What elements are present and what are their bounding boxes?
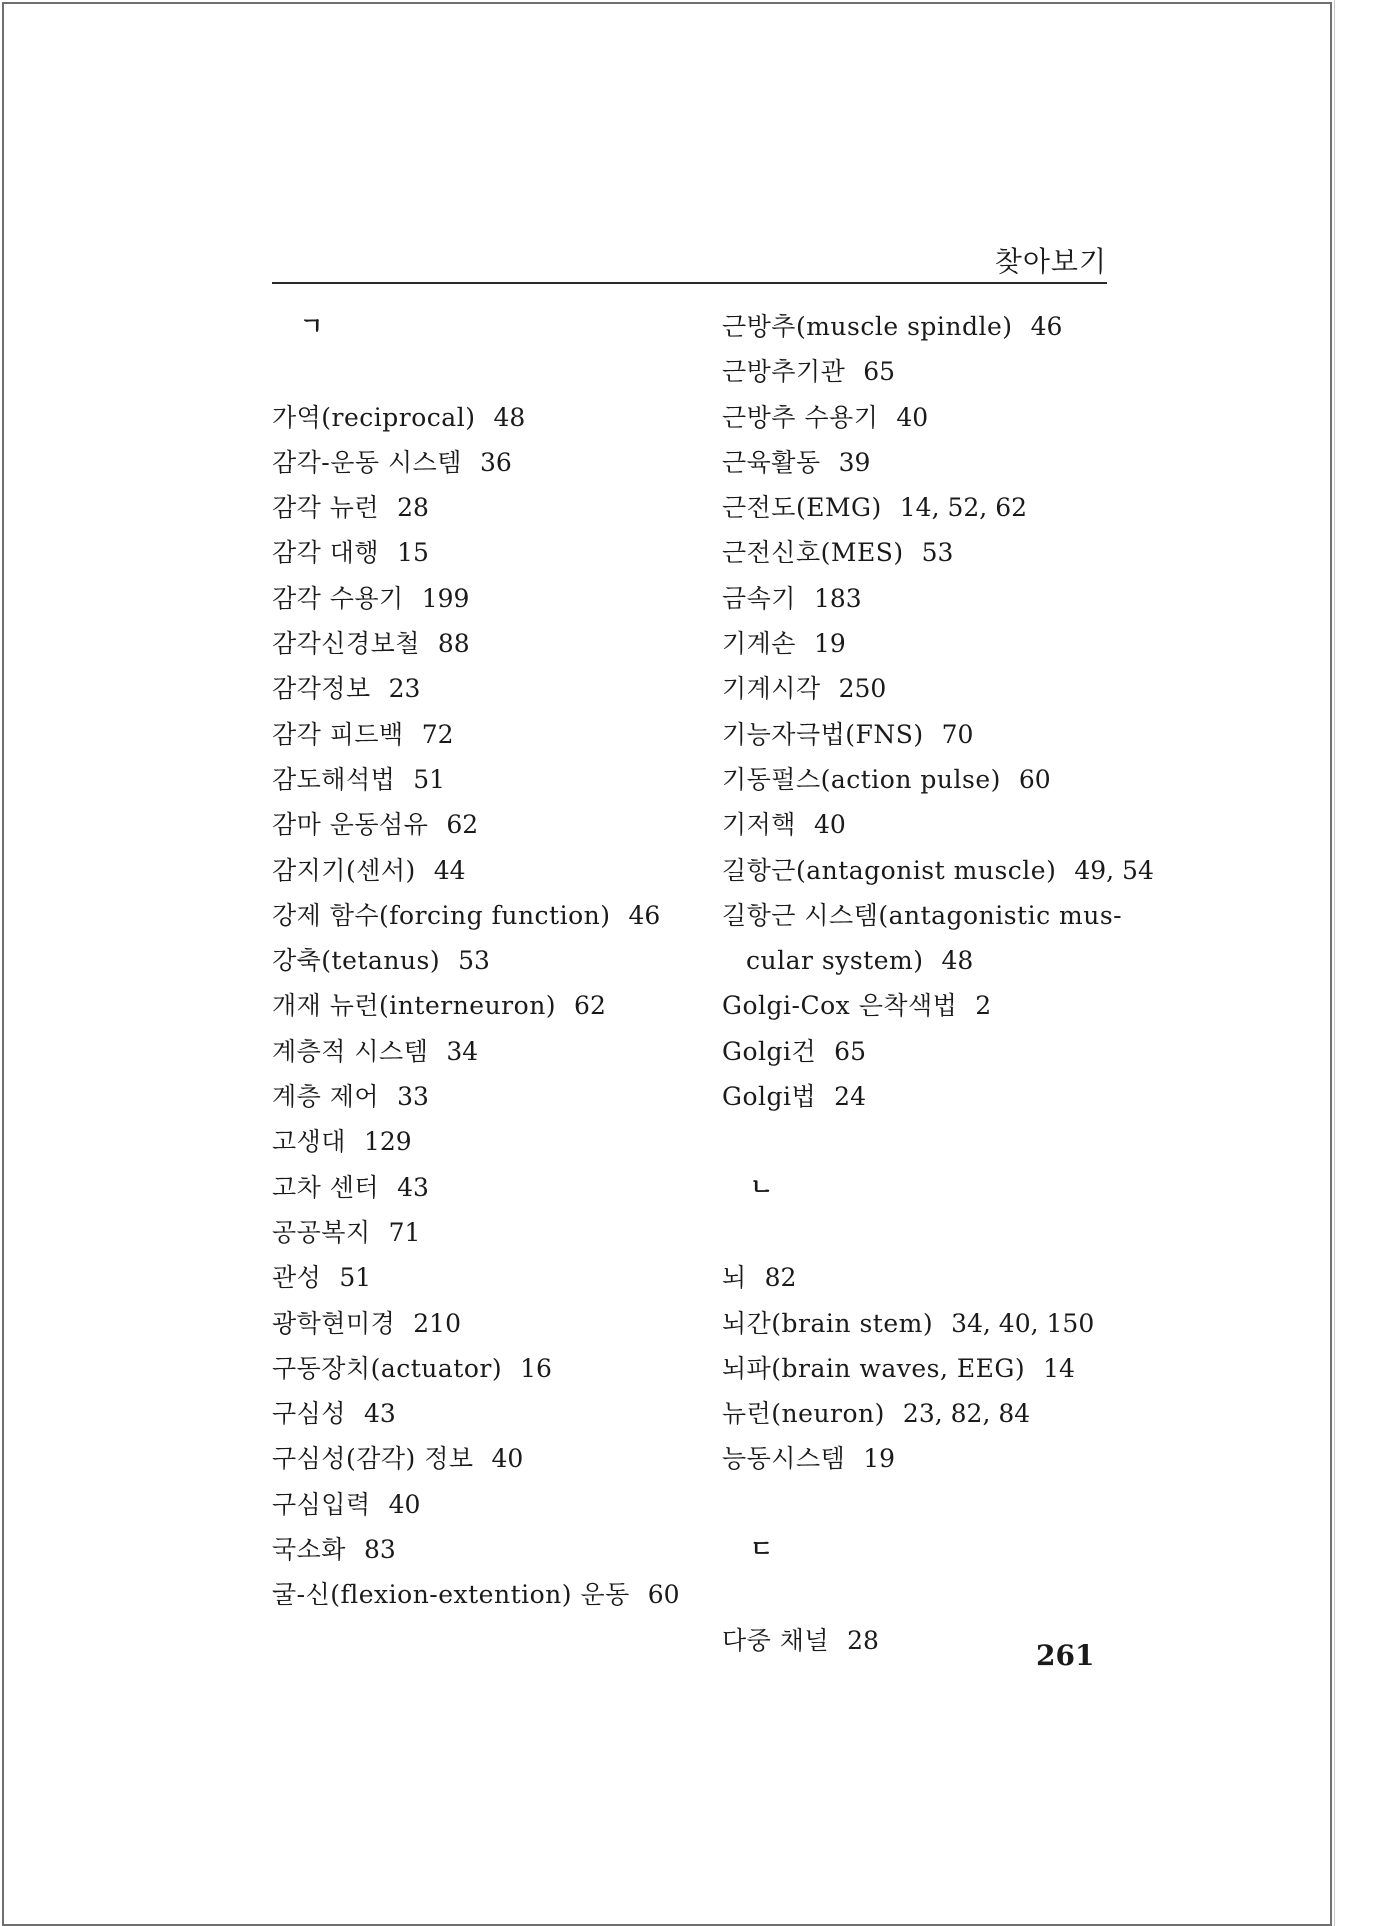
index-pages: 49, 54	[1074, 855, 1154, 885]
index-term: 근육활동	[722, 447, 821, 477]
index-pages: 82	[764, 1263, 797, 1293]
index-pages: 199	[421, 583, 470, 613]
spacer	[722, 1572, 1122, 1617]
index-term: 구심성(감각) 정보	[272, 1444, 474, 1474]
index-pages: 40	[896, 402, 929, 432]
index-entry	[272, 1165, 682, 1210]
index-term: 뇌파(brain waves, EEG)	[722, 1353, 1026, 1383]
index-term: 감마 운동섬유	[272, 810, 429, 840]
index-entry	[722, 485, 1122, 530]
index-term: 금속기	[722, 583, 796, 613]
index-entry	[722, 1074, 1122, 1119]
index-pages: 24	[834, 1082, 866, 1112]
index-entry	[722, 1255, 1122, 1300]
index-term: 구심입력	[272, 1489, 371, 1519]
index-entry	[722, 983, 1122, 1028]
index-entry	[272, 802, 682, 847]
index-term: 기저핵	[722, 810, 796, 840]
index-entry	[272, 1210, 682, 1255]
running-header	[272, 236, 1107, 284]
index-term: 고생대	[272, 1127, 346, 1157]
index-entry	[722, 802, 1122, 847]
index-pages: 43	[397, 1172, 429, 1202]
index-entry	[272, 757, 682, 802]
index-term: 감각 피드백	[272, 719, 404, 749]
index-pages: 34	[446, 1036, 479, 1066]
index-term: 근방추기관	[722, 357, 846, 387]
index-term: 강제 함수(forcing function)	[272, 900, 611, 930]
index-entry	[272, 1391, 682, 1436]
index-term: 기계손	[722, 629, 796, 659]
index-pages: 23	[388, 674, 421, 704]
index-pages: 65	[863, 357, 896, 387]
index-term: 기능자극법(FNS)	[722, 719, 924, 749]
index-term: 감각 수용기	[272, 583, 404, 613]
index-term: 개재 뉴런(interneuron)	[272, 991, 557, 1021]
index-pages: 65	[834, 1036, 866, 1066]
index-pages: 2	[975, 991, 992, 1021]
index-entry	[272, 983, 682, 1028]
spacer	[722, 1210, 1122, 1255]
header-title: 찾아보기	[994, 245, 1107, 278]
index-entry	[722, 395, 1122, 440]
index-entry	[722, 712, 1122, 757]
index-pages: 19	[863, 1444, 896, 1474]
index-pages: 14	[1043, 1353, 1075, 1383]
index-entry	[722, 440, 1122, 485]
index-term: 감각정보	[272, 674, 371, 704]
index-pages: 51	[413, 764, 446, 794]
index-entry	[722, 893, 1122, 938]
section-heading: ㄷ	[750, 1535, 774, 1564]
index-entry	[722, 621, 1122, 666]
index-term: 국소화	[272, 1535, 346, 1565]
index-term: 뉴런(neuron)	[722, 1399, 885, 1429]
index-pages: 28	[847, 1625, 879, 1655]
index-term: Golgi건	[722, 1036, 817, 1066]
index-term: 구동장치(actuator)	[272, 1353, 503, 1383]
section-heading: ㄴ	[750, 1172, 774, 1201]
index-pages: 36	[479, 447, 512, 477]
spacer	[272, 349, 682, 394]
index-term: 감각신경보철	[272, 629, 420, 659]
index-term: 공공복지	[272, 1217, 371, 1247]
index-pages: 60	[647, 1580, 680, 1610]
index-pages: 72	[421, 719, 454, 749]
index-entry	[272, 712, 682, 757]
viewer-scroll-gutter[interactable]	[1334, 0, 1393, 1926]
index-pages: 15	[397, 538, 429, 568]
index-pages: 71	[388, 1217, 421, 1247]
index-entry	[272, 1119, 682, 1164]
index-entry	[272, 1301, 682, 1346]
index-pages: 43	[363, 1399, 396, 1429]
index-entry	[722, 1301, 1122, 1346]
index-entry	[272, 938, 682, 983]
index-term: 길항근 시스템(antagonistic mus-	[722, 900, 1123, 930]
index-entry	[272, 1346, 682, 1391]
document-page	[2, 2, 1332, 1926]
index-pages: 210	[413, 1308, 461, 1338]
index-pages: 19	[813, 629, 846, 659]
index-pages: 129	[363, 1127, 412, 1157]
index-term: cular system)	[746, 946, 924, 976]
index-term: 감지기(센서)	[272, 855, 416, 885]
index-term: 근전신호(MES)	[722, 538, 904, 568]
index-pages: 28	[397, 493, 429, 523]
index-entry	[272, 440, 682, 485]
index-term: 감각 뉴런	[272, 493, 380, 523]
index-term: 광학현미경	[272, 1308, 396, 1338]
index-entry	[272, 530, 682, 575]
index-entry	[722, 1436, 1122, 1481]
index-term: 기동펄스(action pulse)	[722, 764, 1001, 794]
index-term: 강축(tetanus)	[272, 946, 441, 976]
index-entry	[272, 395, 682, 440]
index-entry	[722, 1029, 1122, 1074]
index-pages: 40	[388, 1489, 421, 1519]
index-pages: 62	[446, 810, 479, 840]
index-pages: 60	[1018, 764, 1051, 794]
index-entry	[722, 1391, 1122, 1436]
index-pages: 16	[520, 1353, 552, 1383]
index-pages: 23, 82, 84	[902, 1399, 1031, 1429]
index-entry	[272, 1074, 682, 1119]
index-term: 감각-운동 시스템	[272, 447, 462, 477]
index-entry	[272, 1255, 682, 1300]
index-entry	[272, 1029, 682, 1074]
index-term: 기계시각	[722, 674, 821, 704]
index-term: 관성	[272, 1263, 322, 1293]
index-term: 뇌	[722, 1263, 747, 1293]
index-pages: 51	[339, 1263, 372, 1293]
index-entry	[722, 1346, 1122, 1391]
index-entry	[272, 1482, 682, 1527]
index-term: Golgi-Cox 은착색법	[722, 991, 958, 1021]
index-entry	[722, 666, 1122, 711]
page-number: 261	[1036, 1639, 1095, 1672]
index-pages: 44	[433, 855, 466, 885]
index-entry	[722, 530, 1122, 575]
index-entry	[722, 848, 1154, 893]
index-term: 고차 센터	[272, 1172, 380, 1202]
index-pages: 250	[838, 674, 887, 704]
index-pages: 48	[941, 946, 974, 976]
index-pages: 62	[574, 991, 606, 1021]
index-entry	[722, 576, 1122, 621]
index-term: 구심성	[272, 1399, 346, 1429]
index-pages: 33	[397, 1082, 429, 1112]
index-pages: 34, 40, 150	[951, 1308, 1095, 1338]
index-entry	[272, 848, 682, 893]
index-entry	[272, 576, 682, 621]
index-column-right	[722, 304, 1154, 1663]
index-entry	[272, 1572, 682, 1617]
index-term: 길항근(antagonist muscle)	[722, 855, 1057, 885]
index-entry-continuation	[722, 938, 1122, 983]
index-term: 다중 채널	[722, 1625, 830, 1655]
index-entry	[722, 349, 1122, 394]
index-term: 감각 대행	[272, 538, 380, 568]
index-pages: 46	[628, 900, 661, 930]
index-term: 가역(reciprocal)	[272, 402, 476, 432]
index-pages: 83	[363, 1535, 396, 1565]
index-term: 근전도(EMG)	[722, 493, 882, 523]
index-term: 계층적 시스템	[272, 1036, 429, 1066]
index-entry	[272, 893, 682, 938]
index-term: Golgi법	[722, 1082, 817, 1112]
index-pages: 48	[493, 402, 526, 432]
spacer	[722, 1482, 1122, 1527]
index-pages: 14, 52, 62	[899, 493, 1028, 523]
index-pages: 88	[437, 629, 470, 659]
section-heading: ㄱ	[300, 312, 324, 340]
index-pages: 40	[491, 1444, 524, 1474]
index-pages: 46	[1030, 312, 1063, 341]
index-term: 굴-신(flexion-extention) 운동	[272, 1580, 630, 1610]
index-entry	[272, 1436, 682, 1481]
index-entry	[722, 304, 1122, 349]
index-term: 근방추 수용기	[722, 402, 879, 432]
index-term: 능동시스템	[722, 1444, 846, 1474]
index-entry	[272, 621, 682, 666]
index-pages: 70	[941, 719, 974, 749]
index-entry	[722, 757, 1122, 802]
index-entry	[272, 1527, 682, 1572]
index-term: 뇌간(brain stem)	[722, 1308, 934, 1338]
index-pages: 53	[458, 946, 490, 976]
index-term: 계층 제어	[272, 1082, 380, 1112]
index-entry	[272, 666, 682, 711]
index-pages: 39	[838, 447, 871, 477]
index-pages: 40	[813, 810, 846, 840]
index-term: 근방추(muscle spindle)	[722, 312, 1013, 341]
index-pages: 183	[813, 583, 862, 613]
spacer	[722, 1119, 1122, 1164]
index-term: 감도해석법	[272, 764, 396, 794]
index-column-left	[272, 304, 682, 1618]
index-entry	[272, 485, 682, 530]
index-pages: 53	[921, 538, 954, 568]
